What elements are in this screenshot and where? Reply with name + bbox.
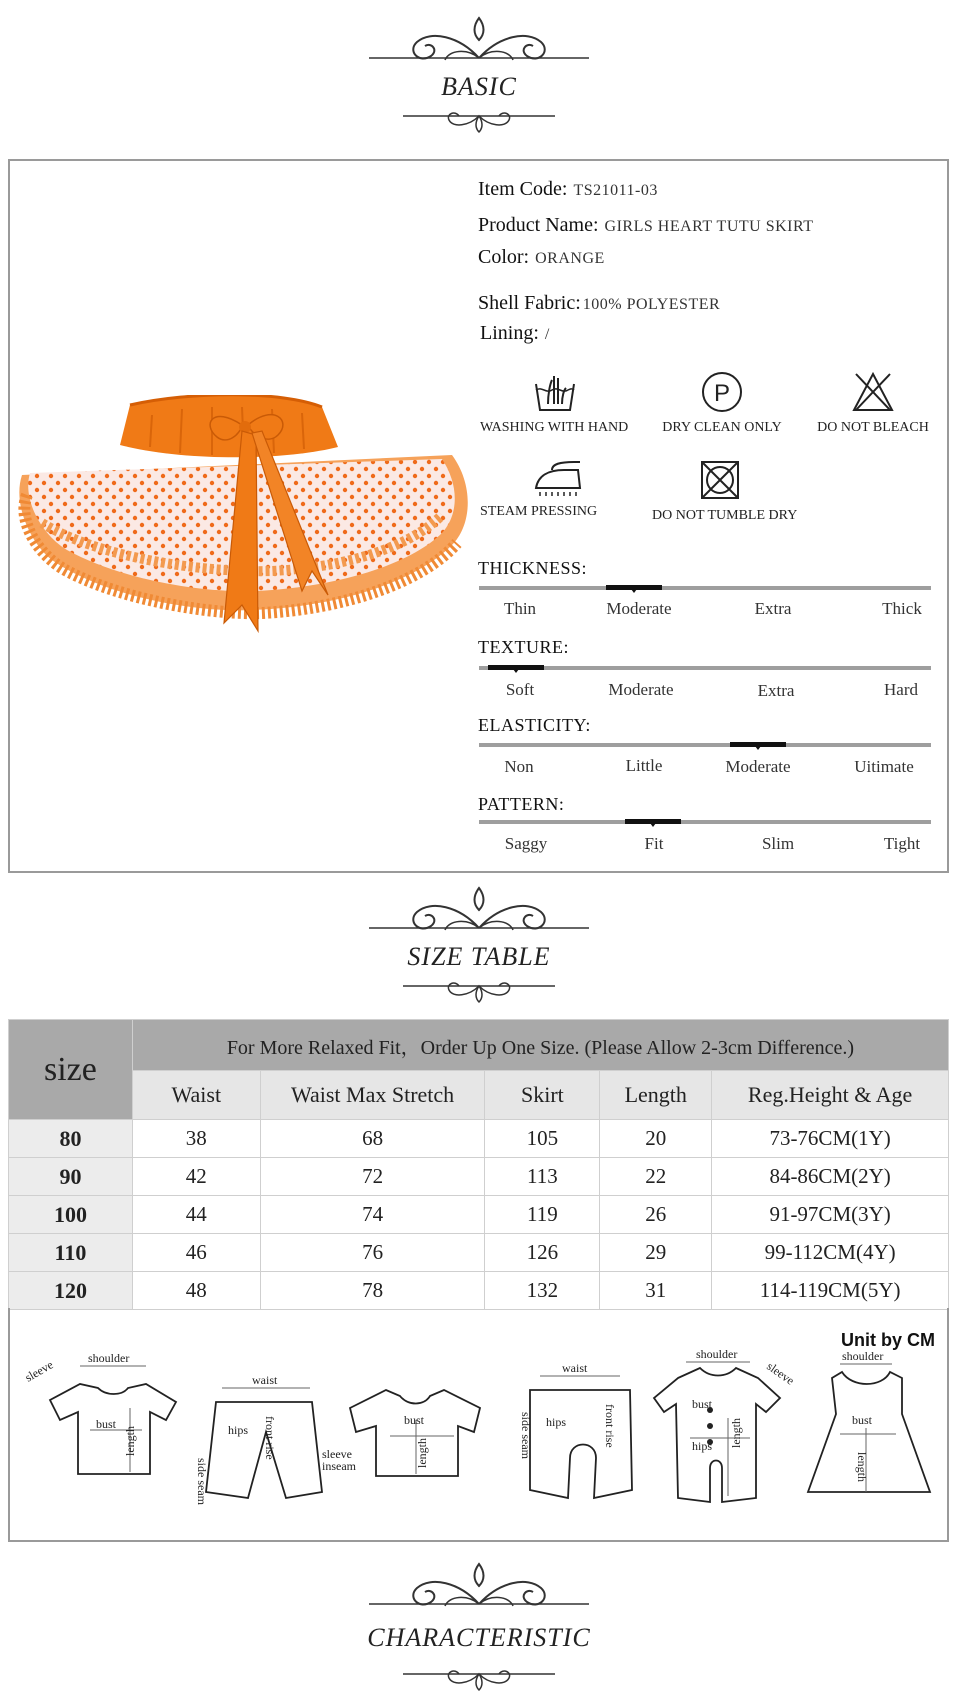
care-label-iron: STEAM PRESSING bbox=[480, 504, 598, 519]
scale-title: TEXTURE: bbox=[478, 637, 569, 657]
product-image bbox=[12, 395, 476, 695]
scale-tick: Thick bbox=[882, 599, 922, 618]
scale-tick: Thin bbox=[503, 599, 537, 618]
scale-tick: Hard bbox=[884, 680, 918, 699]
scale-tick: Saggy bbox=[504, 834, 548, 853]
shell-fabric-value: 100% POLYESTER bbox=[582, 296, 721, 313]
table-cell: 84-86CM(2Y) bbox=[712, 1158, 949, 1196]
scale-title: ELASTICITY: bbox=[478, 715, 591, 735]
item-code-row bbox=[478, 178, 658, 201]
size-note: For More Relaxed Fit，Order Up One Size. (Please Allow 2-3cm Difference.) bbox=[132, 1020, 948, 1071]
table-cell: 42 bbox=[132, 1158, 260, 1196]
lining-row bbox=[480, 322, 550, 345]
ornament-top-icon bbox=[359, 884, 599, 946]
table-cell: 76 bbox=[260, 1234, 485, 1272]
scale-tick: Moderate bbox=[606, 599, 672, 618]
care-no-bleach bbox=[808, 370, 938, 436]
table-cell: 126 bbox=[485, 1234, 600, 1272]
table-row bbox=[9, 1158, 949, 1196]
table-row bbox=[9, 1120, 949, 1158]
size-table bbox=[8, 1019, 949, 1310]
ornament-bottom-icon bbox=[399, 106, 559, 134]
table-cell: 68 bbox=[260, 1120, 485, 1158]
label-length: length bbox=[729, 1418, 743, 1448]
svg-text:P: P bbox=[713, 380, 731, 407]
label-side-seam: side seam bbox=[519, 1412, 533, 1459]
label-bust: bust bbox=[692, 1397, 713, 1411]
scale-tick: Tight bbox=[883, 834, 921, 853]
table-row bbox=[9, 1234, 949, 1272]
dry-clean-icon bbox=[699, 370, 745, 414]
label-sleeve-inseam-1: sleeve bbox=[322, 1447, 352, 1461]
scale-title: PATTERN: bbox=[478, 794, 565, 814]
scale-tick: Fit bbox=[644, 834, 664, 853]
column-header: Skirt bbox=[485, 1071, 600, 1120]
product-name-row bbox=[478, 214, 813, 237]
table-cell: 105 bbox=[485, 1120, 600, 1158]
scale-tick: Moderate bbox=[608, 680, 674, 699]
color-label: Color: bbox=[478, 246, 530, 268]
label-hips: hips bbox=[228, 1423, 249, 1437]
label-sleeve: sleeve bbox=[764, 1358, 797, 1388]
table-cell: 73-76CM(1Y) bbox=[712, 1120, 949, 1158]
table-cell-size: 80 bbox=[9, 1120, 133, 1158]
table-cell: 20 bbox=[600, 1120, 712, 1158]
scale-tick: Extra bbox=[754, 599, 792, 618]
label-front-rise: front rise bbox=[603, 1404, 617, 1448]
label-sleeve-inseam-2: inseam bbox=[322, 1459, 356, 1473]
table-cell: 74 bbox=[260, 1196, 485, 1234]
product-name-value: GIRLS HEART TUTU SKIRT bbox=[604, 218, 814, 235]
product-name-label: Product Name: bbox=[478, 214, 599, 236]
label-bust: bust bbox=[96, 1417, 117, 1431]
table-cell: 48 bbox=[132, 1272, 260, 1310]
care-label-no-tumble-dry: DO NOT TUMBLE DRY bbox=[652, 508, 798, 523]
scale-marker bbox=[625, 819, 681, 824]
basic-title: BASIC bbox=[441, 72, 517, 101]
iron-icon bbox=[530, 458, 586, 498]
column-header: Length bbox=[600, 1071, 712, 1120]
scale-marker bbox=[488, 665, 544, 670]
column-header: Waist Max Stretch bbox=[260, 1071, 485, 1120]
scale-marker bbox=[730, 742, 786, 747]
scale-bar bbox=[479, 586, 931, 590]
measurement-diagram-panel bbox=[8, 1308, 949, 1542]
item-code-label: Item Code: bbox=[478, 178, 568, 200]
no-bleach-icon bbox=[850, 370, 896, 414]
table-cell: 132 bbox=[485, 1272, 600, 1310]
scale-tick: Extra bbox=[757, 681, 795, 700]
label-hips: hips bbox=[546, 1415, 567, 1429]
scale-bar bbox=[479, 666, 931, 670]
table-cell-size: 100 bbox=[9, 1196, 133, 1234]
column-header: Waist bbox=[132, 1071, 260, 1120]
shell-fabric-label: Shell Fabric: bbox=[478, 292, 581, 314]
table-cell: 91-97CM(3Y) bbox=[712, 1196, 949, 1234]
label-length: length bbox=[415, 1438, 429, 1468]
label-waist: waist bbox=[562, 1361, 588, 1375]
lining-label: Lining: bbox=[480, 322, 539, 344]
item-code-value: TS21011-03 bbox=[573, 182, 658, 199]
no-tumble-dry-icon bbox=[698, 458, 742, 502]
characteristic-title: CHARACTERISTIC bbox=[367, 1623, 591, 1652]
label-shoulder: shoulder bbox=[842, 1349, 884, 1363]
shell-fabric-row bbox=[478, 292, 720, 315]
size-header: size bbox=[9, 1020, 133, 1120]
scale-tick: Moderate bbox=[725, 757, 791, 776]
table-cell: 38 bbox=[132, 1120, 260, 1158]
table-cell: 29 bbox=[600, 1234, 712, 1272]
measurement-diagrams bbox=[10, 1308, 947, 1540]
table-cell-size: 120 bbox=[9, 1272, 133, 1310]
table-cell: 114-119CM(5Y) bbox=[712, 1272, 949, 1310]
table-row bbox=[9, 1196, 949, 1234]
scale-bar bbox=[479, 820, 931, 824]
ornament-top-icon bbox=[359, 1560, 599, 1622]
size-table-title: SIZE TABLE bbox=[407, 942, 551, 971]
table-cell: 78 bbox=[260, 1272, 485, 1310]
label-sleeve: sleeve bbox=[22, 1357, 56, 1385]
hand-wash-icon bbox=[532, 370, 578, 414]
label-front-rise: front rise bbox=[263, 1416, 277, 1460]
care-iron bbox=[480, 458, 620, 520]
scale-bar bbox=[479, 743, 931, 747]
table-cell: 99-112CM(4Y) bbox=[712, 1234, 949, 1272]
table-row bbox=[9, 1272, 949, 1310]
care-label-hand-wash: WASHING WITH HAND bbox=[480, 420, 629, 435]
table-cell: 119 bbox=[485, 1196, 600, 1234]
label-shoulder: shoulder bbox=[696, 1347, 738, 1361]
scale-tick: Little bbox=[625, 756, 663, 775]
scale-marker bbox=[606, 585, 662, 590]
scale-title: THICKNESS: bbox=[478, 558, 588, 578]
care-no-tumble-dry bbox=[652, 458, 812, 524]
label-hips: hips bbox=[692, 1439, 713, 1453]
color-row bbox=[478, 246, 605, 269]
label-length: length bbox=[855, 1452, 869, 1482]
care-label-dry-clean: DRY CLEAN ONLY bbox=[662, 420, 782, 435]
ornament-bottom-icon bbox=[399, 976, 559, 1004]
scale-tick: Non bbox=[504, 757, 534, 776]
column-header: Reg.Height & Age bbox=[712, 1071, 949, 1120]
scale-tick: Soft bbox=[505, 680, 535, 699]
color-value: ORANGE bbox=[535, 250, 605, 267]
table-cell: 46 bbox=[132, 1234, 260, 1272]
table-cell: 26 bbox=[600, 1196, 712, 1234]
table-cell: 113 bbox=[485, 1158, 600, 1196]
label-bust: bust bbox=[404, 1413, 425, 1427]
table-cell-size: 90 bbox=[9, 1158, 133, 1196]
care-label-no-bleach: DO NOT BLEACH bbox=[817, 420, 929, 435]
label-waist: waist bbox=[252, 1373, 278, 1387]
scale-tick: Slim bbox=[761, 834, 795, 853]
scale-tick: Uitimate bbox=[854, 757, 914, 776]
lining-value: / bbox=[544, 326, 550, 343]
table-cell: 44 bbox=[132, 1196, 260, 1234]
label-bust: bust bbox=[852, 1413, 873, 1427]
unit-label: Unit by CM bbox=[841, 1330, 935, 1350]
label-side-seam: side seam bbox=[195, 1458, 209, 1505]
table-cell: 72 bbox=[260, 1158, 485, 1196]
table-cell: 31 bbox=[600, 1272, 712, 1310]
label-length: length bbox=[123, 1426, 137, 1456]
ornament-bottom-icon bbox=[399, 1664, 559, 1692]
care-dry-clean bbox=[652, 370, 792, 436]
label-shoulder: shoulder bbox=[88, 1351, 130, 1365]
table-cell-size: 110 bbox=[9, 1234, 133, 1272]
table-cell: 22 bbox=[600, 1158, 712, 1196]
ornament-top-icon bbox=[359, 14, 599, 76]
care-hand-wash bbox=[480, 370, 640, 436]
